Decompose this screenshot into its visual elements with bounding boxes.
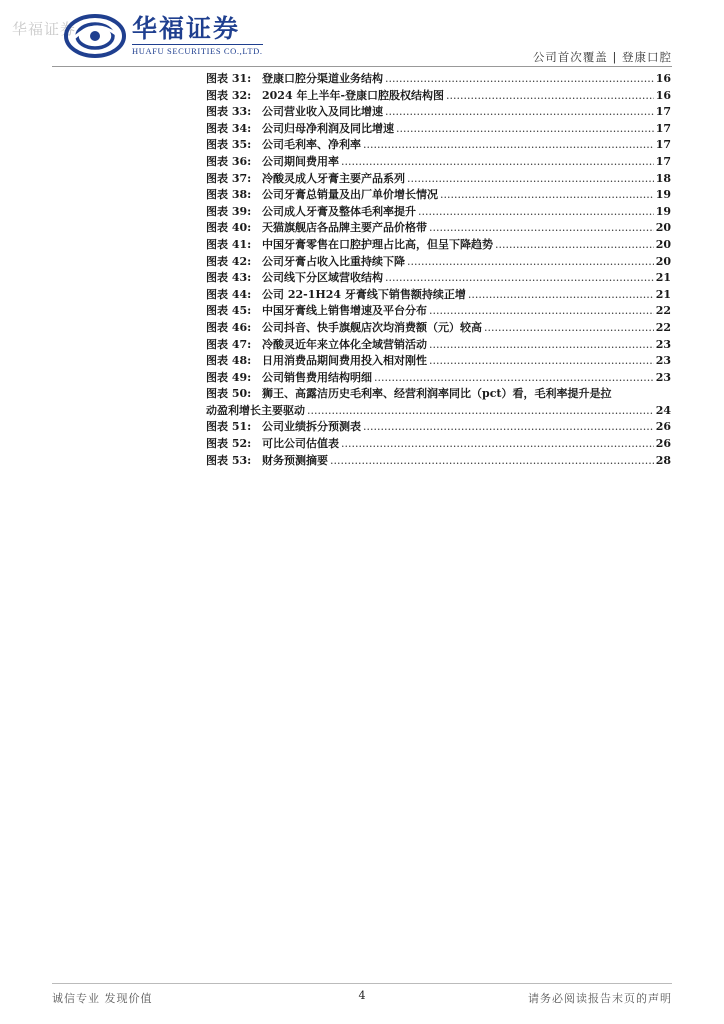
- toc-entry-title: 公司线下分区域营收结构: [262, 271, 383, 285]
- toc-entry-label: 图表 33:: [206, 105, 252, 119]
- toc-leader-dots: [385, 105, 654, 118]
- toc-entry-title: 公司业绩拆分预测表: [262, 420, 361, 434]
- toc-entry-label: 图表 44:: [206, 287, 252, 301]
- toc-entry-title: 公司归母净利润及同比增速: [262, 121, 394, 135]
- toc-entry[interactable]: [206, 203, 671, 220]
- toc-entry-page: 23: [655, 337, 671, 351]
- header-divider: [52, 66, 672, 67]
- toc-entry[interactable]: [206, 186, 671, 203]
- toc-entry[interactable]: [206, 319, 671, 336]
- footer-disclaimer: 请务必阅读报告末页的声明: [528, 992, 672, 1005]
- toc-entry-page: 23: [655, 354, 671, 368]
- toc-leader-dots: [446, 89, 654, 102]
- toc-entry-title-line1: 狮王、高露洁历史毛利率、经营利润率同比（pct）看，毛利率提升是拉: [262, 387, 612, 401]
- toc-entry-label: 图表 41:: [206, 237, 252, 251]
- toc-entry-page: 21: [655, 287, 671, 301]
- toc-entry-label: 图表 52:: [206, 437, 252, 451]
- toc-entry-page: 20: [655, 221, 671, 235]
- logo-english-name: HUAFU SECURITIES CO.,LTD.: [132, 46, 263, 56]
- toc-entry-page: 22: [655, 304, 671, 318]
- toc-leader-dots: [468, 288, 654, 301]
- toc-entry-title: 公司抖音、快手旗舰店次均消费额（元）较高: [262, 320, 482, 334]
- toc-leader-dots: [484, 321, 654, 334]
- toc-entry-label: 图表 32:: [206, 88, 252, 102]
- toc-entry-page: 26: [655, 437, 671, 451]
- toc-entry-title: 登康口腔分渠道业务结构: [262, 72, 383, 85]
- toc-entry-page: 28: [655, 453, 671, 467]
- footer-divider: [52, 983, 672, 984]
- footer-slogan: 诚信专业 发现价值: [52, 992, 153, 1005]
- toc-leader-dots: [429, 354, 654, 367]
- toc-entry[interactable]: [206, 136, 671, 153]
- toc-entry[interactable]: [206, 369, 671, 386]
- toc-entry-title: 公司期间费用率: [262, 154, 339, 168]
- toc-entry[interactable]: [206, 286, 671, 303]
- toc-entry-title: 公司牙膏总销量及出厂单价增长情况: [262, 188, 438, 202]
- toc-leader-dots: [307, 404, 654, 417]
- toc-leader-dots: [429, 221, 654, 234]
- toc-entry-page: 16: [655, 88, 671, 102]
- logo-chinese-name: 华福证券: [132, 14, 241, 43]
- toc-entry-label: 图表 46:: [206, 320, 252, 334]
- toc-leader-dots: [429, 304, 654, 317]
- toc-entry-title: 天猫旗舰店各品牌主要产品价格带: [262, 221, 427, 235]
- toc-entry-page: 23: [655, 370, 671, 384]
- toc-entry-label: 图表 31:: [206, 72, 252, 85]
- toc-entry-page: 19: [655, 204, 671, 218]
- toc-leader-dots: [396, 122, 654, 135]
- toc-leader-dots: [341, 437, 654, 450]
- toc-entry-title: 冷酸灵近年来立体化全域营销活动: [262, 337, 427, 351]
- toc-leader-dots: [385, 72, 654, 85]
- toc-entry-title: 日用消费品期间费用投入相对刚性: [262, 354, 427, 368]
- toc-entry-page: 26: [655, 420, 671, 434]
- toc-entry[interactable]: [206, 153, 671, 170]
- toc-entry-title-line2: 动盈利增长主要驱动: [206, 403, 305, 417]
- toc-leader-dots: [385, 271, 654, 284]
- watermark: 华福证券: [12, 20, 77, 38]
- toc-entry[interactable]: [206, 418, 671, 435]
- toc-entry-label: 图表 43:: [206, 271, 252, 285]
- toc-entry-title: 中国牙膏零售在口腔护理占比高，但呈下降趋势: [262, 237, 493, 251]
- toc-entry-page: 16: [655, 72, 671, 85]
- toc-entry-page: 24: [655, 403, 671, 417]
- toc-leader-dots: [363, 420, 654, 433]
- logo-emblem-icon: [64, 14, 126, 58]
- toc-entry-title: 公司成人牙膏及整体毛利率提升: [262, 204, 416, 218]
- company-logo: [64, 14, 263, 58]
- toc-entry-title: 可比公司估值表: [262, 437, 339, 451]
- toc-entry-label: 图表 45:: [206, 304, 252, 318]
- toc-entry-label: 图表 38:: [206, 188, 252, 202]
- toc-entry-title: 公司 22-1H24 牙膏线下销售额持续正增: [262, 287, 466, 301]
- toc-entry-multiline[interactable]: [206, 385, 671, 418]
- toc-entry-label: 图表 42:: [206, 254, 252, 268]
- toc-entry-page: 20: [655, 237, 671, 251]
- toc-leader-dots: [429, 338, 654, 351]
- toc-entry-label: 图表 49:: [206, 370, 252, 384]
- toc-entry-page: 22: [655, 320, 671, 334]
- report-type-header: 公司首次覆盖 | 登康口腔: [532, 50, 672, 64]
- toc-entry[interactable]: [206, 219, 671, 236]
- toc-entry-page: 17: [655, 154, 671, 168]
- toc-entry-title: 公司毛利率、净利率: [262, 138, 361, 152]
- toc-entry-title: 中国牙膏线上销售增速及平台分布: [262, 304, 427, 318]
- toc-entry-label: 图表 47:: [206, 337, 252, 351]
- toc-leader-dots: [330, 454, 654, 467]
- toc-entry-label: 图表 53:: [206, 453, 252, 467]
- toc-entry[interactable]: [206, 352, 671, 369]
- toc-entry-label: 图表 40:: [206, 221, 252, 235]
- toc-entry-page: 18: [655, 171, 671, 185]
- toc-entry-label: 图表 50:: [206, 387, 252, 401]
- toc-entry[interactable]: [206, 120, 671, 137]
- toc-entry-label: 图表 51:: [206, 420, 252, 434]
- toc-entry-title: 公司营业收入及同比增速: [262, 105, 383, 119]
- toc-entry-label: 图表 35:: [206, 138, 252, 152]
- toc-entry[interactable]: [206, 103, 671, 120]
- toc-entry-label: 图表 36:: [206, 154, 252, 168]
- toc-entry-title: 冷酸灵成人牙膏主要产品系列: [262, 171, 405, 185]
- toc-leader-dots: [363, 138, 654, 151]
- toc-entry[interactable]: [206, 253, 671, 270]
- toc-entry-page: 21: [655, 271, 671, 285]
- toc-leader-dots: [495, 238, 654, 251]
- toc-entry-page: 19: [655, 188, 671, 202]
- page-number: 4: [358, 989, 366, 1002]
- toc-entry[interactable]: [206, 236, 671, 253]
- toc-leader-dots: [341, 155, 654, 168]
- toc-entry[interactable]: [206, 302, 671, 319]
- toc-entry-label: 图表 39:: [206, 204, 252, 218]
- toc-leader-dots: [374, 371, 654, 384]
- toc-entry-title: 2024 年上半年-登康口腔股权结构图: [262, 88, 445, 102]
- toc-entry[interactable]: [206, 269, 671, 286]
- toc-leader-dots: [407, 255, 654, 268]
- toc-leader-dots: [440, 188, 654, 201]
- toc-entry[interactable]: [206, 170, 671, 187]
- toc-entry-label: 图表 34:: [206, 121, 252, 135]
- toc-entry-title: 公司牙膏占收入比重持续下降: [262, 254, 405, 268]
- toc-entry-title: 公司销售费用结构明细: [262, 370, 372, 384]
- toc-entry-title: 财务预测摘要: [262, 453, 328, 467]
- toc-leader-dots: [407, 172, 654, 185]
- toc-entry-page: 17: [655, 138, 671, 152]
- toc-entry[interactable]: [206, 70, 671, 87]
- toc-leader-dots: [418, 205, 654, 218]
- toc-entry[interactable]: [206, 87, 671, 104]
- toc-entry[interactable]: [206, 435, 671, 452]
- table-of-figures: [206, 70, 671, 468]
- toc-entry[interactable]: [206, 336, 671, 353]
- toc-entry-label: 图表 48:: [206, 354, 252, 368]
- toc-entry-page: 20: [655, 254, 671, 268]
- toc-entry-page: 17: [655, 121, 671, 135]
- toc-entry-label: 图表 37:: [206, 171, 252, 185]
- toc-entry[interactable]: [206, 452, 671, 469]
- toc-entry-page: 17: [655, 105, 671, 119]
